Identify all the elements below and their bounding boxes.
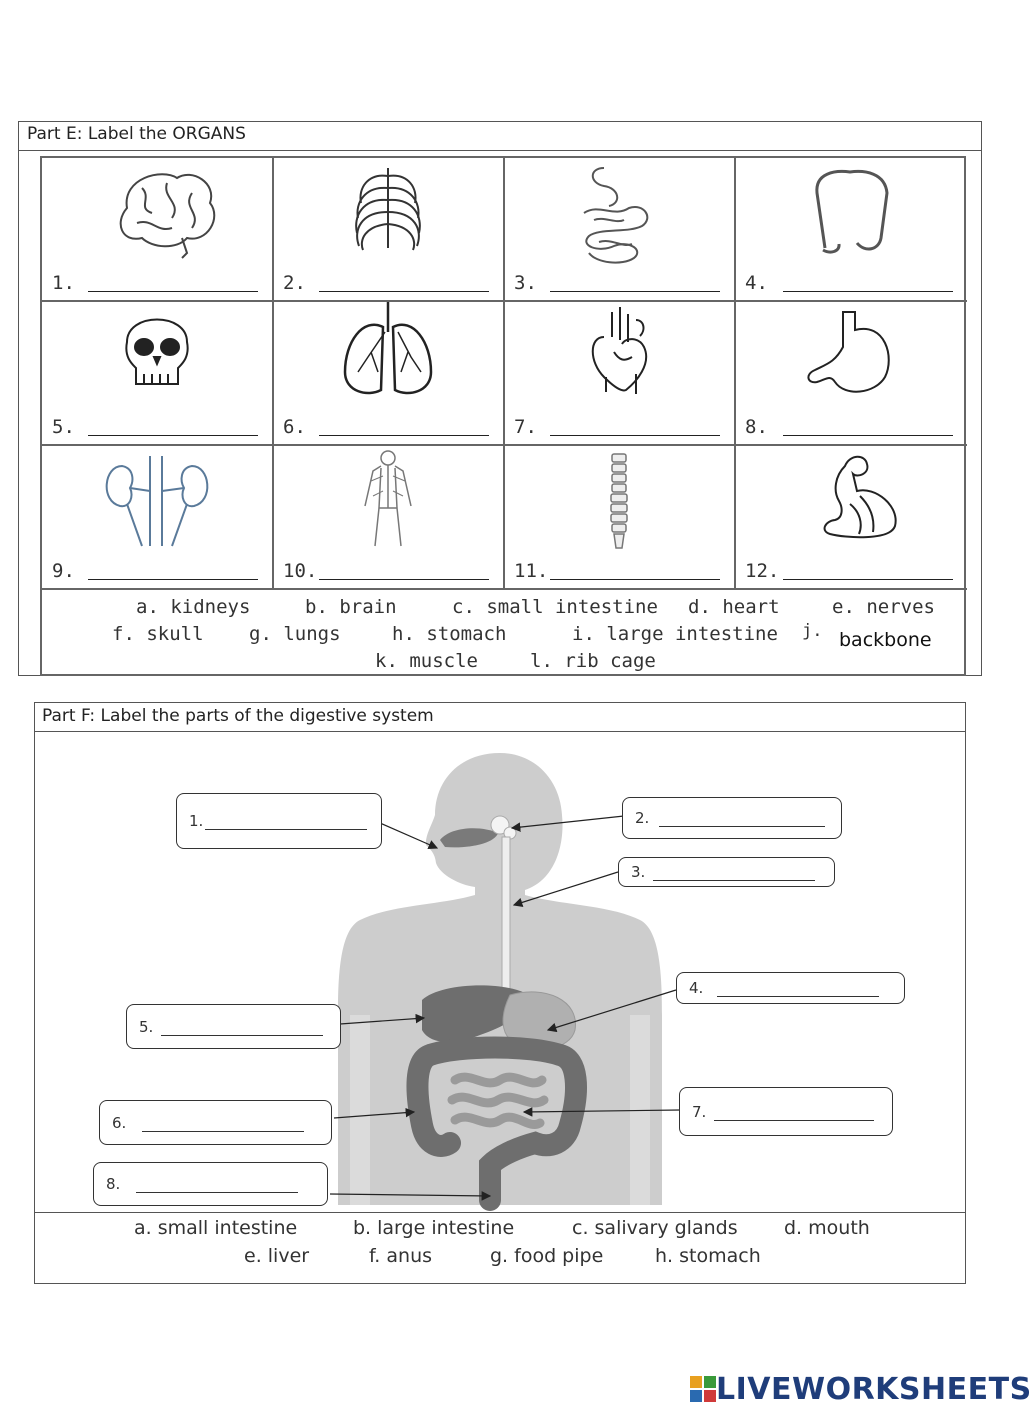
- label-box-1[interactable]: [176, 793, 382, 849]
- arrow-6: [334, 1112, 414, 1118]
- bank-item-heart: d. heart: [688, 596, 780, 618]
- bank-item-nerves: e. nerves: [832, 596, 935, 618]
- arrow-8: [330, 1194, 490, 1196]
- bank-item-small-intestine: c. small intestine: [452, 596, 658, 618]
- organ-number: 11.: [514, 560, 549, 582]
- dig-item-large-intestine: b. large intestine: [353, 1217, 515, 1239]
- bank-item-rib-cage: l. rib cage: [530, 650, 656, 672]
- part-e-title: Part E: Label the ORGANS: [27, 124, 246, 144]
- label-box-2[interactable]: [622, 797, 842, 839]
- bank-item-stomach: h. stomach: [392, 623, 507, 645]
- bank-item-j-letter: j.: [802, 621, 823, 641]
- liveworksheets-logo[interactable]: [690, 1372, 1032, 1406]
- organ-number: 5.: [52, 416, 75, 438]
- arrow-2: [512, 816, 624, 828]
- answer-line[interactable]: [205, 829, 367, 830]
- answer-line[interactable]: [136, 1192, 298, 1193]
- answer-line[interactable]: [161, 1035, 323, 1036]
- bank-item-backbone: backbone: [839, 629, 932, 651]
- label-number: 8.: [106, 1175, 121, 1193]
- dig-item-mouth: d. mouth: [784, 1217, 870, 1239]
- bank-item-kidneys: a. kidneys: [136, 596, 251, 618]
- organ-number: 9.: [52, 560, 75, 582]
- dig-item-food-pipe: g. food pipe: [490, 1245, 604, 1267]
- dig-item-salivary-glands: c. salivary glands: [572, 1217, 738, 1239]
- answer-line[interactable]: [714, 1120, 874, 1121]
- logo-blocks-icon: [690, 1376, 716, 1402]
- organ-number: 1.: [52, 272, 75, 294]
- organ-number: 12.: [745, 560, 780, 582]
- arrow-3: [514, 872, 618, 905]
- arrow-7: [524, 1110, 680, 1112]
- organ-number: 3.: [514, 272, 537, 294]
- bank-item-muscle: k. muscle: [375, 650, 478, 672]
- answer-line[interactable]: [659, 826, 825, 827]
- label-box-8[interactable]: [93, 1162, 328, 1206]
- arrow-1: [380, 823, 437, 848]
- organ-number: 4.: [745, 272, 768, 294]
- logo-text: LIVEWORKSHEETS: [716, 1371, 1032, 1407]
- label-number: 4.: [689, 979, 704, 997]
- part-f-title: Part F: Label the parts of the digestive system: [42, 706, 434, 726]
- organ-number: 8.: [745, 416, 768, 438]
- label-number: 6.: [112, 1113, 127, 1132]
- bank-item-lungs: g. lungs: [249, 623, 341, 645]
- dig-item-stomach: h. stomach: [655, 1245, 761, 1267]
- answer-line[interactable]: [717, 996, 879, 997]
- organ-number: 2.: [283, 272, 306, 294]
- label-number: 3.: [631, 863, 646, 881]
- label-box-4[interactable]: [676, 972, 905, 1004]
- answer-line[interactable]: [142, 1131, 304, 1132]
- label-box-5[interactable]: [126, 1004, 341, 1049]
- label-box-3[interactable]: [618, 857, 835, 887]
- label-number: 7.: [692, 1102, 707, 1121]
- dig-item-small-intestine: a. small intestine: [134, 1217, 298, 1239]
- arrow-5: [340, 1018, 424, 1024]
- organ-number: 10.: [283, 560, 318, 582]
- bank-item-skull: f. skull: [112, 623, 204, 645]
- label-box-6[interactable]: [99, 1100, 332, 1145]
- organ-number: 6.: [283, 416, 306, 438]
- bank-item-large-intestine: i. large intestine: [572, 623, 778, 645]
- bank-item-brain: b. brain: [305, 596, 397, 618]
- label-number: 2.: [635, 809, 650, 827]
- arrow-4: [548, 990, 676, 1030]
- dig-item-liver: e. liver: [244, 1245, 310, 1267]
- label-number: 1.: [189, 812, 204, 830]
- organ-number: 7.: [514, 416, 537, 438]
- label-box-7[interactable]: [679, 1087, 893, 1136]
- dig-item-anus: f. anus: [369, 1245, 433, 1267]
- answer-line[interactable]: [653, 880, 815, 881]
- label-number: 5.: [139, 1017, 154, 1036]
